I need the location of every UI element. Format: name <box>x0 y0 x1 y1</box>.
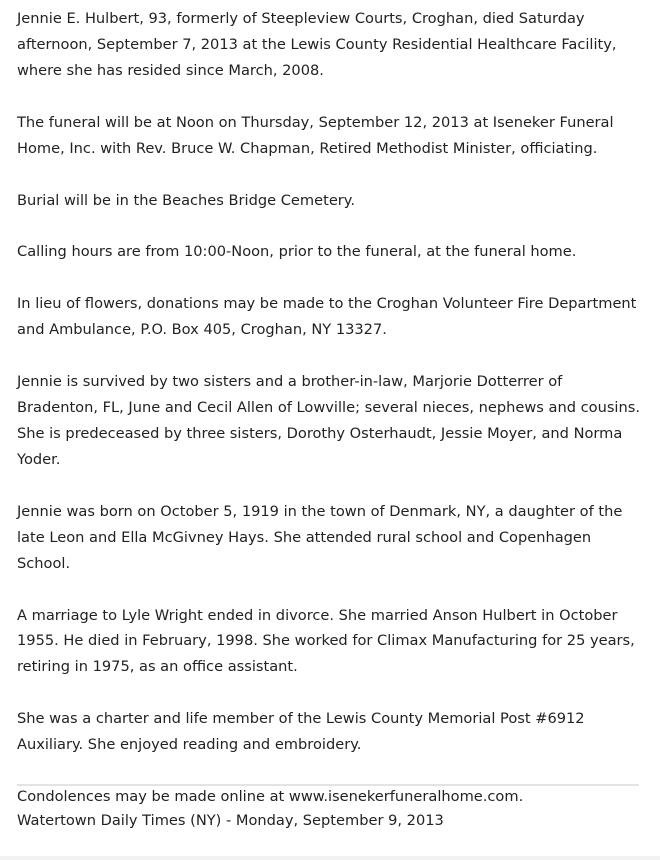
paragraph-memberships: She was a charter and life member of the Lewis County Memorial Post #6912 Auxiliary. She enjoyed reading and embroidery. <box>17 710 585 754</box>
source-line: Watertown Daily Times (NY) - Monday, September 9, 2013 <box>17 812 444 829</box>
paragraph-marriage-career: A marriage to Lyle Wright ended in divorce. She married Anson Hulbert in October 1955. He died in February, 1998. She worked for Climax Manufacturing for 25 years, retiring in 1975, as an office assistant. <box>17 606 635 676</box>
page-bottom-border <box>0 856 660 860</box>
paragraph-funeral: The funeral will be at Noon on Thursday, September 12, 2013 at Iseneker Funeral Home, Inc. with Rev. Bruce W. Chapman, Retired Methodist Minister, officiating. <box>17 113 614 157</box>
paragraph-donations: In lieu of flowers, donations may be made to the Croghan Volunteer Fire Department and Ambulance, P.O. Box 405, Croghan, NY 13327. <box>17 295 637 339</box>
paragraph-survivors: Jennie is survived by two sisters and a brother-in-law, Marjorie Dotterrer of Bradenton, FL, June and Cecil Allen of Lowville; several nieces, nephews and cousins. She is predeceased by three sisters, Dorothy Osterhaudt, Jessie Moyer, and Norma Yoder. <box>17 373 640 468</box>
paragraph-death-notice: Jennie E. Hulbert, 93, formerly of Steepleview Courts, Croghan, died Saturday afternoon, September 7, 2013 at the Lewis County Residential Healthcare Facility, where she has resided since March, 2008. <box>17 10 617 79</box>
divider <box>17 784 639 786</box>
obituary-article <box>17 6 642 836</box>
paragraph-calling-hours: Calling hours are from 10:00-Noon, prior to the funeral, at the funeral home. <box>17 243 577 261</box>
paragraph-birth: Jennie was born on October 5, 1919 in the town of Denmark, NY, a daughter of the late Leon and Ella McGivney Hays. She attended rural school and Copenhagen School. <box>17 502 623 572</box>
paragraph-condolences: Condolences may be made online at www.isenekerfuneralhome.com. <box>17 788 524 806</box>
paragraph-burial: Burial will be in the Beaches Bridge Cemetery. <box>17 191 355 209</box>
